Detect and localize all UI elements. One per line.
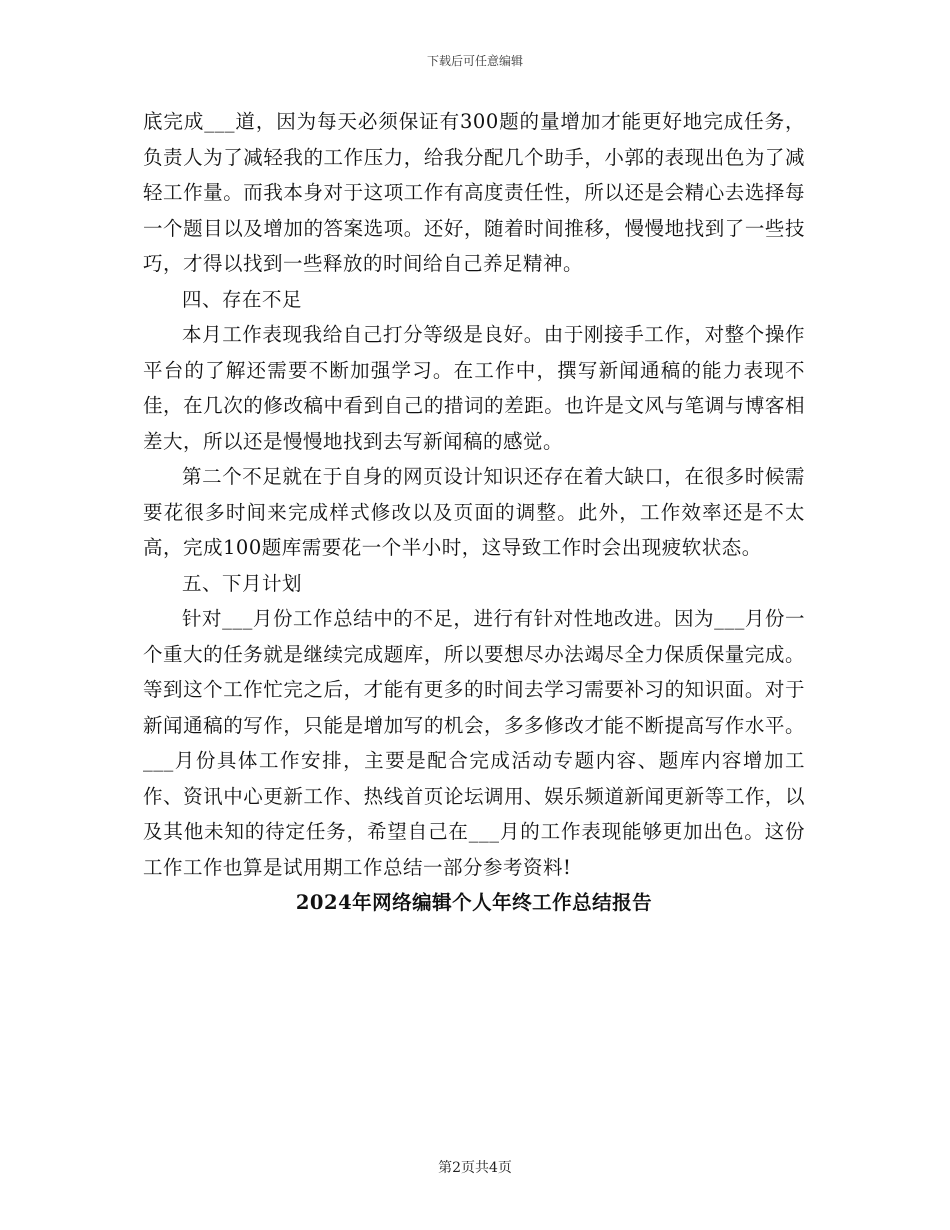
page-footer-pagination: 第2页共4页 <box>438 1160 512 1176</box>
section-heading-next-month-plan: 五、下月计划 <box>182 571 303 595</box>
page-header-note: 下载后可任意编辑 <box>426 54 523 68</box>
paragraph-next-month-plan: 针对___月份工作总结中的不足，进行有针对性地改进。因为___月份一个重大的任务就是继续完成题库，所以要想尽办法竭尽全力保质保量完成。等到这个工作忙完之后，才能有更多的时间去学习需要补习的知识面。对于新闻通稿的写作，只能是增加写的机会，多多修改才能不断提高写作水平。___月份具体工作安排，主要是配合完成活动专题内容、题库内容增加工作、资讯中心更新工作、热线首页论坛调用、娱乐频道新闻更新等工作，以及其他未知的待定任务，希望自己在___月的工作表现能够更加出色。这份工作工作也算是试用期工作总结一部分参考资料! <box>143 607 805 879</box>
section-heading-shortcomings: 四、存在不足 <box>182 287 303 311</box>
paragraph-shortcomings-2: 第二个不足就在于自身的网页设计知识还存在着大缺口，在很多时候需要花很多时间来完成样式修改以及页面的调整。此外，工作效率还是不太高，完成100题库需要花一个半小时，这导致工作时会出现疲软状态。 <box>143 465 805 559</box>
paragraph-shortcomings-1: 本月工作表现我给自己打分等级是良好。由于刚接手工作，对整个操作平台的了解还需要不断加强学习。在工作中，撰写新闻通稿的能力表现不佳，在几次的修改稿中看到自己的措词的差距。也许是文风与笔调与博客相差大，所以还是慢慢地找到去写新闻稿的感觉。 <box>143 323 805 453</box>
paragraph-continued: 底完成___道，因为每天必须保证有300题的量增加才能更好地完成任务，负责人为了减轻我的工作压力，给我分配几个助手，小郭的表现出色为了减轻工作量。而我本身对于这项工作有高度责任性，所以还是会精心去选择每一个题目以及增加的答案选项。还好，随着时间推移，慢慢地找到了一些技巧，才得以找到一些释放的时间给自己养足精神。 <box>143 110 805 275</box>
next-document-title: 2024年网络编辑个人年终工作总结报告 <box>295 891 653 914</box>
document-body <box>143 104 805 921</box>
